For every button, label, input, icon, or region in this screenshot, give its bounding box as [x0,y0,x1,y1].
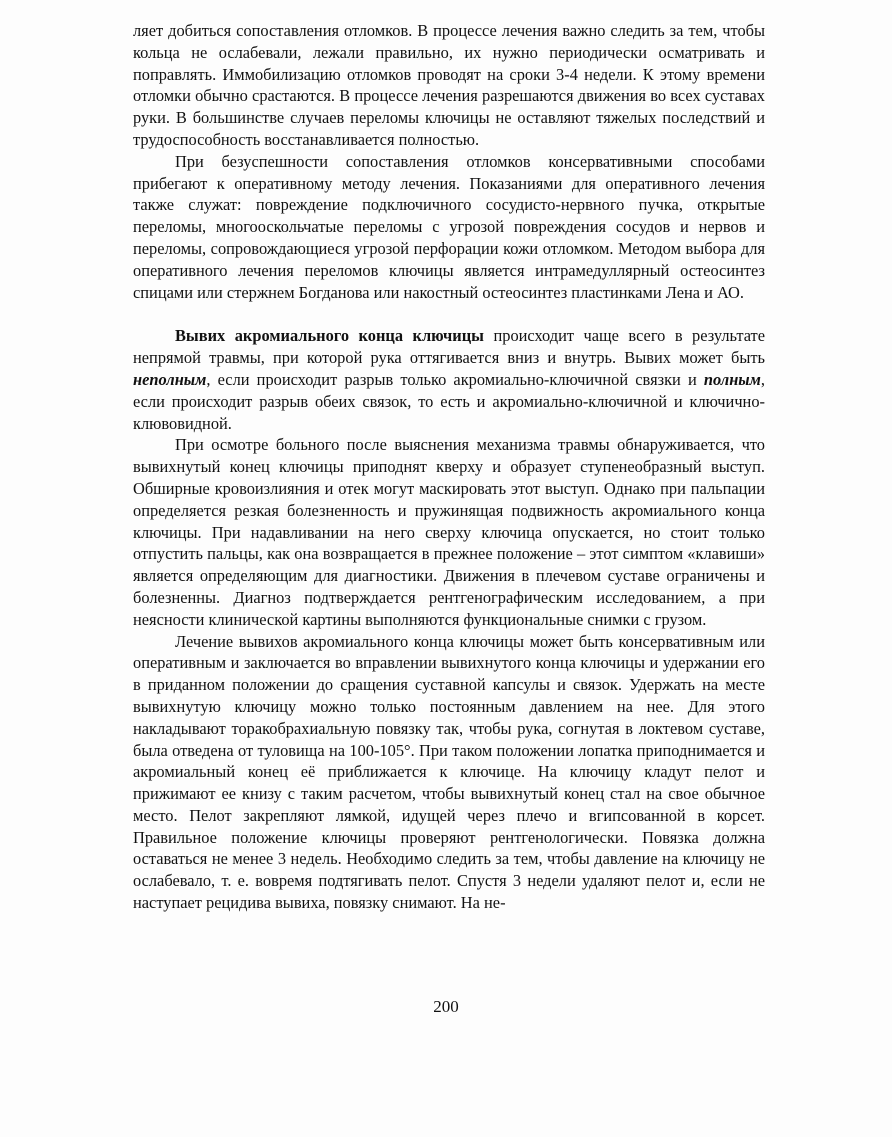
body-text [133,20,765,914]
section-gap [133,303,765,325]
section-heading-inline: Вывих акромиального конца ключицы [175,326,484,346]
paragraph-surgical-treatment: При безуспешности сопоставления отломков консервативными способами прибегают к оперативному методу лечения. Показаниями для оперативного лечения также служат: повреждение подключичного сосудисто-нервного пучка, открытые переломы, многооскольчатые переломы с угрозой повреждения сосудов и нервов и переломы, сопровождающиеся угрозой перфорации кожи отломком. Методом выбора для оперативного лечения переломов ключицы является интрамедуллярный остеосинтез спицами или стержнем Богданова или накостный остеосинтез пластинками Лена и АО. [133,151,765,302]
paragraph-examination: При осмотре больного после выяснения механизма травмы обнаруживается, что вывихнутый конец ключицы приподнят кверху и образует ступенеобразный выступ. Обширные кровоизлияния и отек могут маскировать этот выступ. Однако при пальпации определяется резкая болезненность и пружинящая подвижность акромиального конца ключицы. При надавливании на него сверху ключица опускается, но стоит только отпустить пальцы, как она возвращается в прежнее положение – этот симптом «клавиши» является определяющим для диагностики. Движения в плечевом суставе ограничены и болезненны. Диагноз подтверждается рентгенографическим исследованием, а при неясности клинической картины выполняются функциональные снимки с грузом. [133,435,765,629]
page-number: 200 [433,997,459,1016]
text-run: происходит чаще всего в результате непрямой травмы, при которой рука оттягивается вниз и внутрь. Вывих может быть [133,326,765,368]
paragraph-continuation: ляет добиться сопоставления отломков. В процессе лечения важно следить за тем, чтобы кольца не ослабевали, лежали правильно, их нужно периодически осматривать и поправлять. Иммобилизацию отломков проводят на сроки 3-4 недели. К этому времени отломки обычно срастаются. В процессе лечения разрешаются движения во всех суставах руки. В большинстве случаев переломы ключицы не оставляют тяжелых последствий и трудоспособность восстанавливается полностью. [133,21,765,149]
paragraph-treatment: Лечение вывихов акромиального конца ключицы может быть консервативным или оперативным и заключается во вправлении вывихнутого конца ключицы и удержании его в приданном положении до сращения суставной капсулы и связок. Удержать на месте вывихнутую ключицу можно только постоянным давлением на нее. Для этого накладывают торакобрахиальную повязку так, чтобы рука, согнутая в локтевом суставе, была отведена от туловища на 100-105°. При таком положении лопатка приподнимается и акромиальный конец её приближается к ключице. На ключицу кладут пелот и прижимают ее книзу с таким расчетом, чтобы вывихнутый конец стал на свое обычное место. Пелот закрепляют лямкой, идущей через плечо и вгипсованной в корсет. Правильное положение ключицы проверяют рентгенологически. Повязка должна оставаться не менее 3 недель. Необходимо следить за тем, чтобы давление на ключицу не ослабевало, т. е. вовремя подтягивать пелот. Спустя 3 недели удаляют пелот и, если не наступает рецидива вывиха, повязку снимают. На не- [133,631,765,913]
emphasis-term: полным [703,369,761,389]
emphasis-term: неполным [133,369,207,389]
text-run: , если происходит разрыв только акромиально-ключичной связки и [206,369,704,389]
paragraph-dislocation-intro [133,325,765,434]
text-run: , если происходит разрыв обеих связок, то есть и акромиально-ключичной и ключично-клювовидной. [133,369,765,433]
